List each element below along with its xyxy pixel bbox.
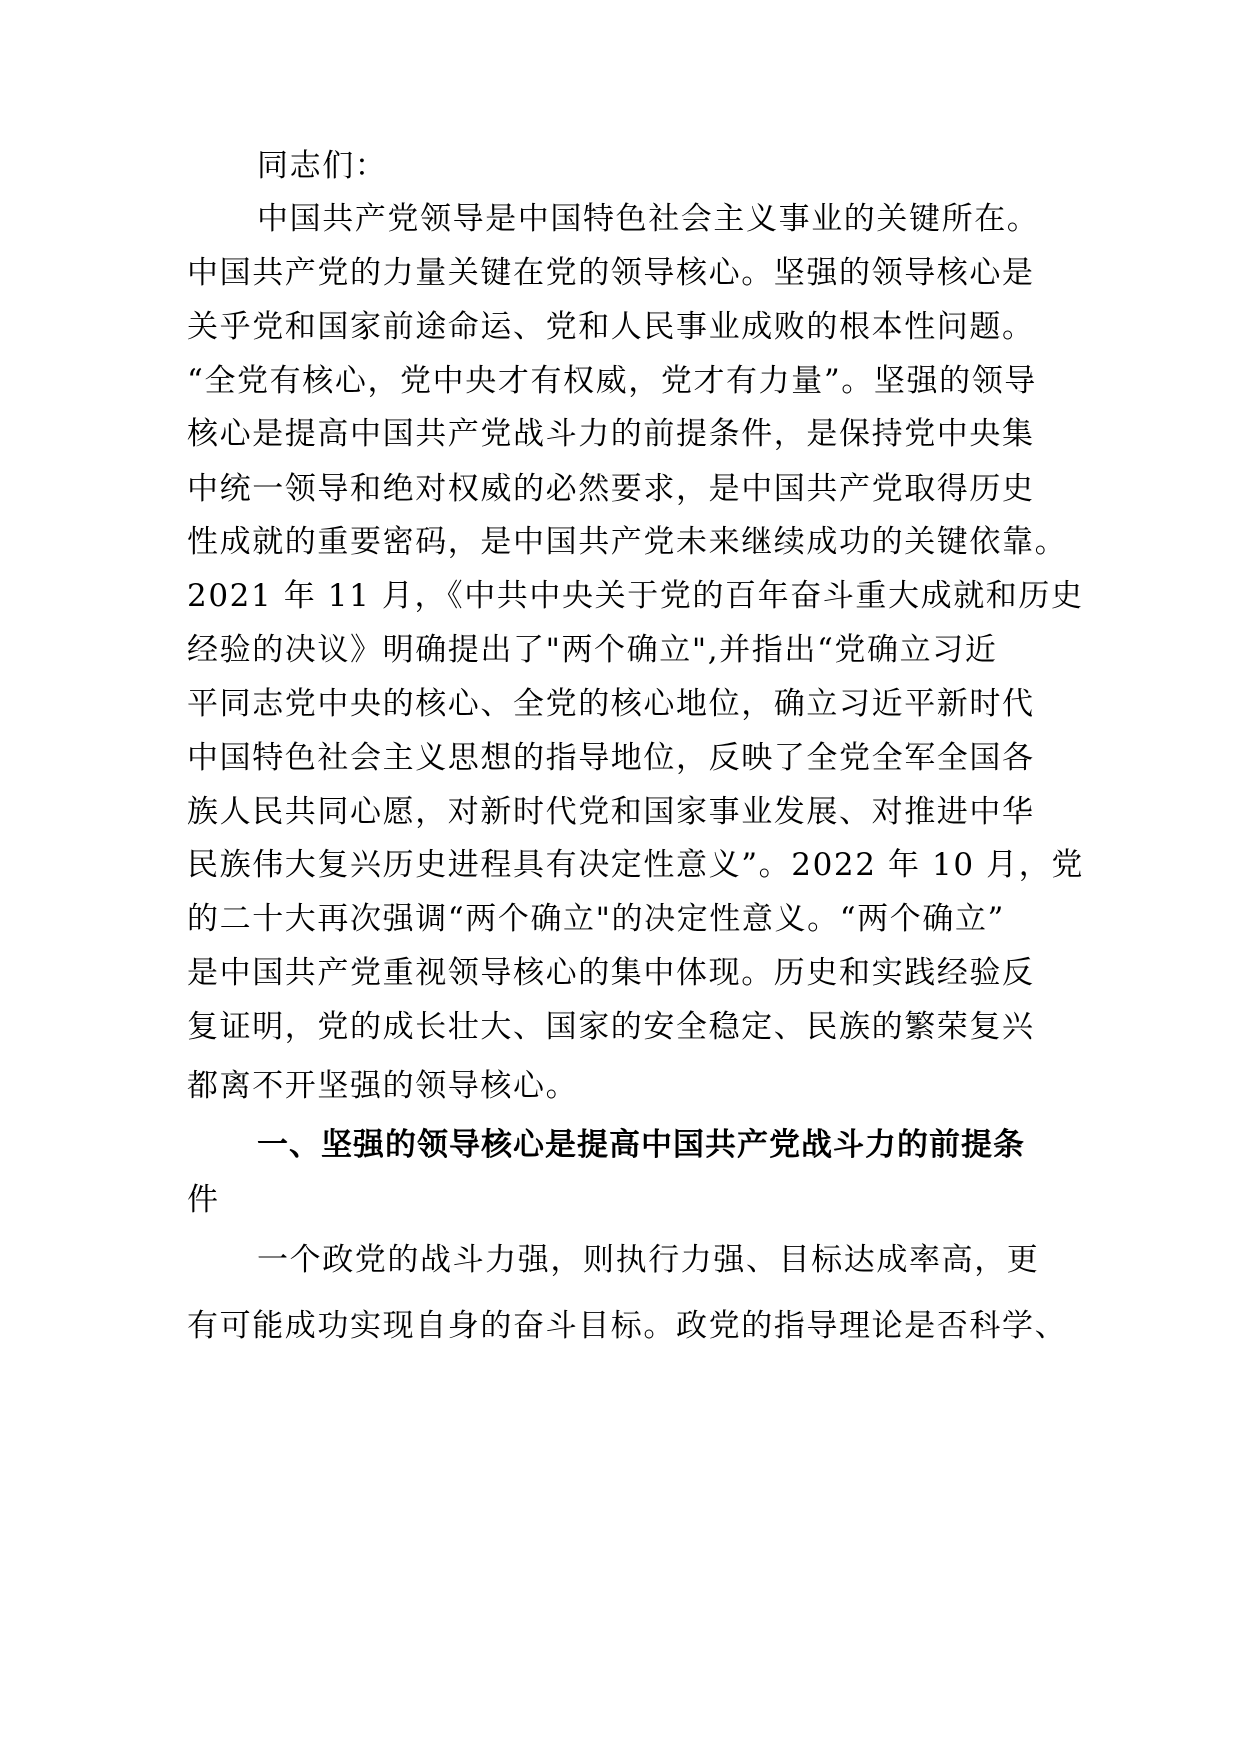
paragraph-line: 经验的决议》明确提出了"两个确立",并指出“党确立习近 bbox=[187, 632, 998, 668]
paragraph-line: 核心是提高中国共产党战斗力的前提条件，是保持党中央集 bbox=[187, 416, 1035, 452]
paragraph-line: 有可能成功实现自身的奋斗目标。政党的指导理论是否科学、 bbox=[187, 1308, 1068, 1344]
paragraph-line: “全党有核心，党中央才有权威，党才有力量”。坚强的领导 bbox=[187, 363, 1037, 399]
paragraph-line: 复证明，党的成长壮大、国家的安全稳定、民族的繁荣复兴 bbox=[187, 1009, 1035, 1045]
paragraph-line: 2021 年 11 月，《中共中央关于党的百年奋斗重大成就和历史 bbox=[187, 578, 1084, 614]
paragraph-line: 族人民共同心愿，对新时代党和国家事业发展、对推进中华 bbox=[187, 794, 1035, 830]
paragraph-line: 是中国共产党重视领导核心的集中体现。历史和实践经验反 bbox=[187, 955, 1035, 991]
paragraph-line: 的二十大再次强调“两个确立"的决定性意义。“两个确立” bbox=[187, 901, 1006, 937]
paragraph-line: 一个政党的战斗力强，则执行力强、目标达成率高，更 bbox=[257, 1242, 1040, 1278]
paragraph-line: 中国共产党领导是中国特色社会主义事业的关键所在。 bbox=[257, 201, 1040, 237]
section-heading-continuation: 件 bbox=[187, 1182, 220, 1218]
paragraph-line: 中国特色社会主义思想的指导地位，反映了全党全军全国各 bbox=[187, 740, 1035, 776]
paragraph-line: 中国共产党的力量关键在党的领导核心。坚强的领导核心是 bbox=[187, 255, 1035, 291]
paragraph-line: 民族伟大复兴历史进程具有决定性意义”。2022 年 10 月，党 bbox=[187, 847, 1084, 883]
paragraph-line: 中统一领导和绝对权威的必然要求，是中国共产党取得历史 bbox=[187, 471, 1035, 507]
paragraph-line: 性成就的重要密码，是中国共产党未来继续成功的关键依靠。 bbox=[187, 524, 1068, 560]
salutation: 同志们： bbox=[257, 148, 388, 184]
paragraph-line: 都离不开坚强的领导核心。 bbox=[187, 1068, 579, 1104]
paragraph-line: 平同志党中央的核心、全党的核心地位，确立习近平新时代 bbox=[187, 686, 1035, 722]
section-heading: 一、坚强的领导核心是提高中国共产党战斗力的前提条 bbox=[257, 1127, 1025, 1163]
paragraph-line: 关乎党和国家前途命运、党和人民事业成败的根本性问题。 bbox=[187, 309, 1035, 345]
